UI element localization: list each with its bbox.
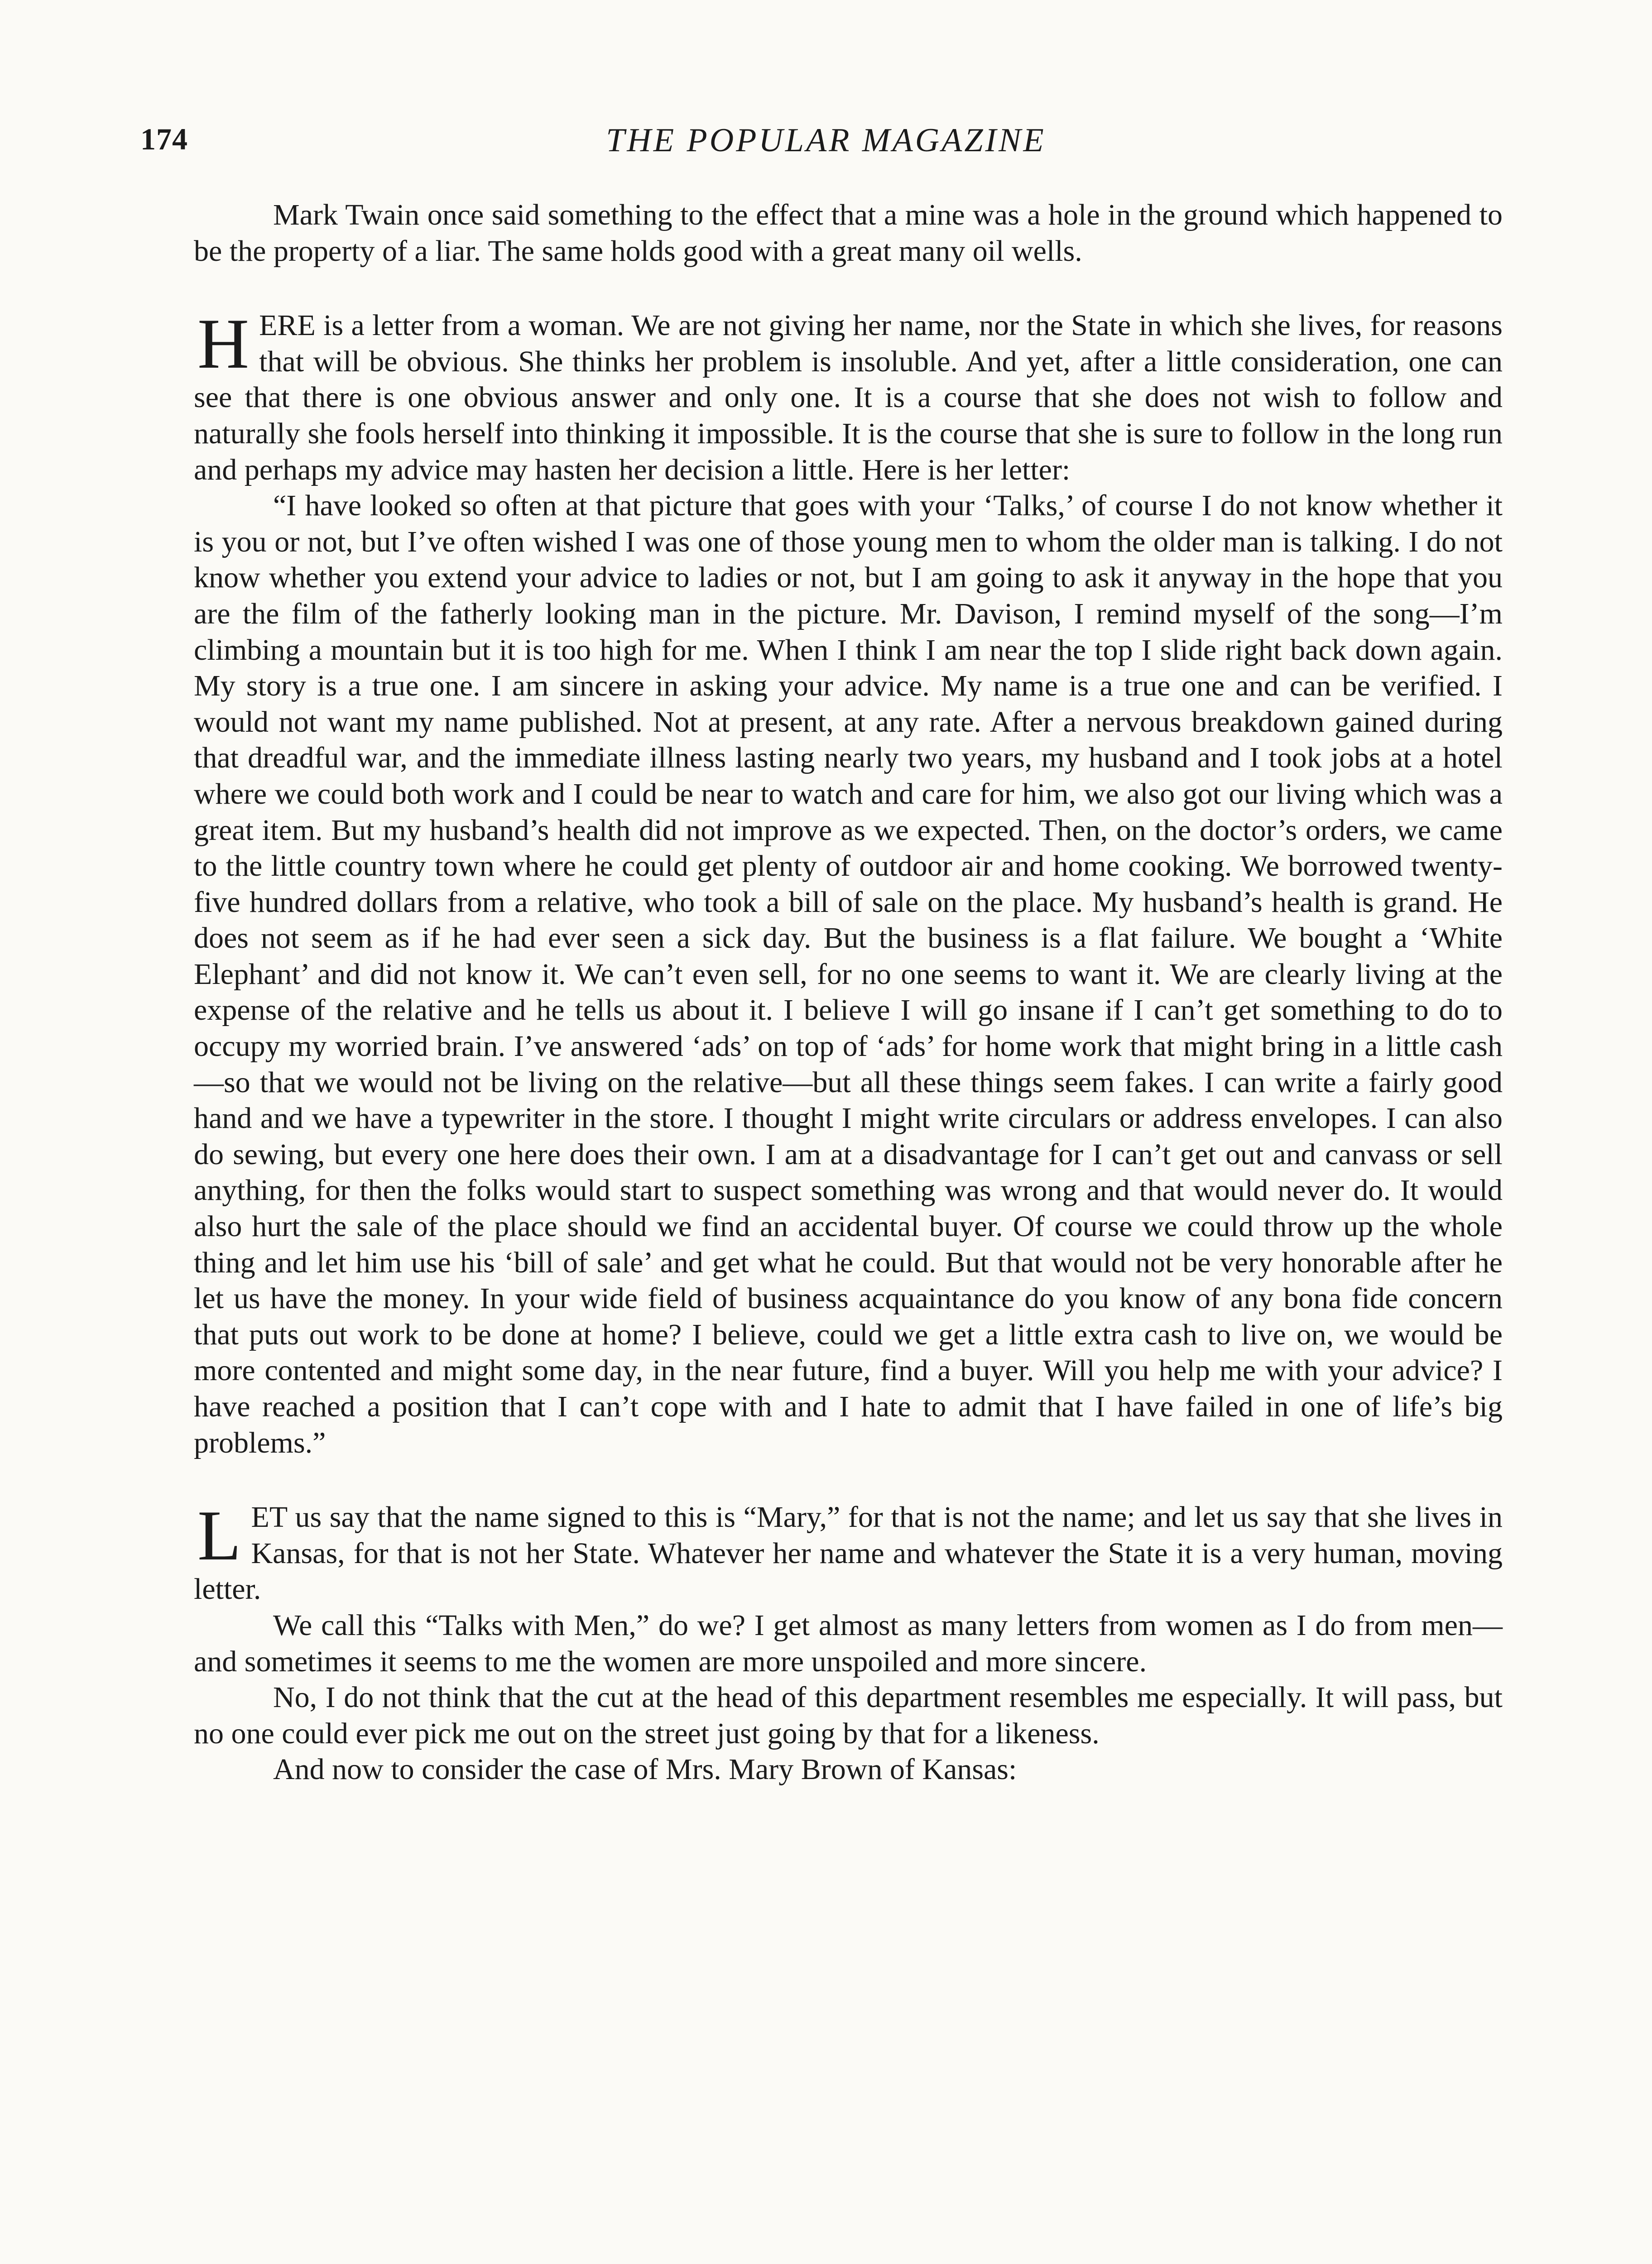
page-number: 174 (140, 122, 188, 156)
running-head: THE POPULAR MAGAZINE (606, 122, 1046, 159)
letter-paragraph: “I have looked so often at that picture that goes with your ‘Talks,’ of course I do not know whether it is you or not, but I’ve often wished I was one of those young men to whom the older man is talking. I do not know whether you extend your advice to ladies or not, but I am going to ask it anyway in the hope that you are the film of the fatherly looking man in the picture. Mr. Davison, I remind myself of the song—I’m climbing a mountain but it is too high for me. When I think I am near the top I slide right back down again. My story is a true one. I am sincere in asking your advice. My name is a true one and can be verified. I would not want my name published. Not at present, at any rate. After a nervous breakdown gained during that dreadful war, and the immediate illness lasting nearly two years, my husband and I took jobs at a hotel where we could both work and I could be near to watch and care for him, we also got our living which was a great item. But my husband’s health did not improve as we expected. Then, on the doctor’s orders, we came to the little country town where he could get plenty of outdoor air and home cooking. We borrowed twenty-five hundred dollars from a relative, who took a bill of sale on the place. My husband’s health is grand. He does not seem as if he had ever seen a sick day. But the business is a flat failure. We bought a ‘White Elephant’ and did not know it. We can’t even sell, for no one seems to want it. We are clearly living at the expense of the relative and he tells us about it. I believe I will go insane if I can’t get something to do to occupy my worried brain. I’ve answered ‘ads’ on top of ‘ads’ for home work that might bring in a little cash—so that we would not be living on the relative—but all these things seem fakes. I can write a fairly good hand and we have a typewriter in the store. I thought I might write circulars or address envelopes. I can also do sewing, but every one here does their own. I am at a disadvantage for I can’t get out and canvass or sell anything, for then the folks would start to suspect something was wrong and that would never do. It would also hurt the sale of the place should we find an accidental buyer. Of course we could throw up the whole thing and let him use his ‘bill of sale’ and get what he could. But that would not be very honorable after he let us have the money. In your wide field of business acquaintance do you know of any bona fide concern that puts out work to be done at home? I believe, could we get a little extra cash to live on, we would be more contented and might some day, in the near future, find a buyer. Will you help me with your advice? I have reached a position that I can’t cope with and I hate to admit that I have failed in one of life’s big problems.” (194, 489, 1503, 1459)
section-two-text: ET us say that the name signed to this is “Mary,” for that is not the name; and let us say that she lives in Kansas, for that is not her State. Whatever her name and whatever the State it is a very human, moving letter. (194, 1501, 1503, 1606)
drop-cap: L (197, 1496, 241, 1576)
likeness-paragraph: No, I do not think that the cut at the head of this department resembles me especially. It will pass, but no one could ever pick me out on the street just going by that for a likeness. (194, 1681, 1503, 1750)
drop-cap: H (197, 304, 250, 384)
section-one-paragraph (194, 304, 1503, 488)
final-paragraph: And now to consider the case of Mrs. Mary Brown of Kansas: (273, 1753, 1017, 1786)
intro-paragraph: Mark Twain once said something to the effect that a mine was a hole in the ground which happened to be the property of a liar. The same holds good with a great many oil wells. (194, 198, 1503, 268)
article-body (194, 197, 1503, 1788)
women-paragraph: We call this “Talks with Men,” do we? I get almost as many letters from women as I do from men—and sometimes it seems to me the women are more unspoiled and more sincere. (194, 1608, 1503, 1678)
section-one-text: ERE is a letter from a woman. We are not giving her name, nor the State in which she lives, for reasons that will be obvious. She thinks her problem is insoluble. And yet, after a little consideration, one can see that there is one obvious answer and only one. It is a course that she does not wish to follow and naturally she fools herself into thinking it impossible. It is the course that she is sure to follow in the long run and perhaps my advice may hasten her decision a little. Here is her letter: (194, 309, 1503, 486)
page-header (0, 0, 1652, 190)
section-two-paragraph (194, 1496, 1503, 1607)
